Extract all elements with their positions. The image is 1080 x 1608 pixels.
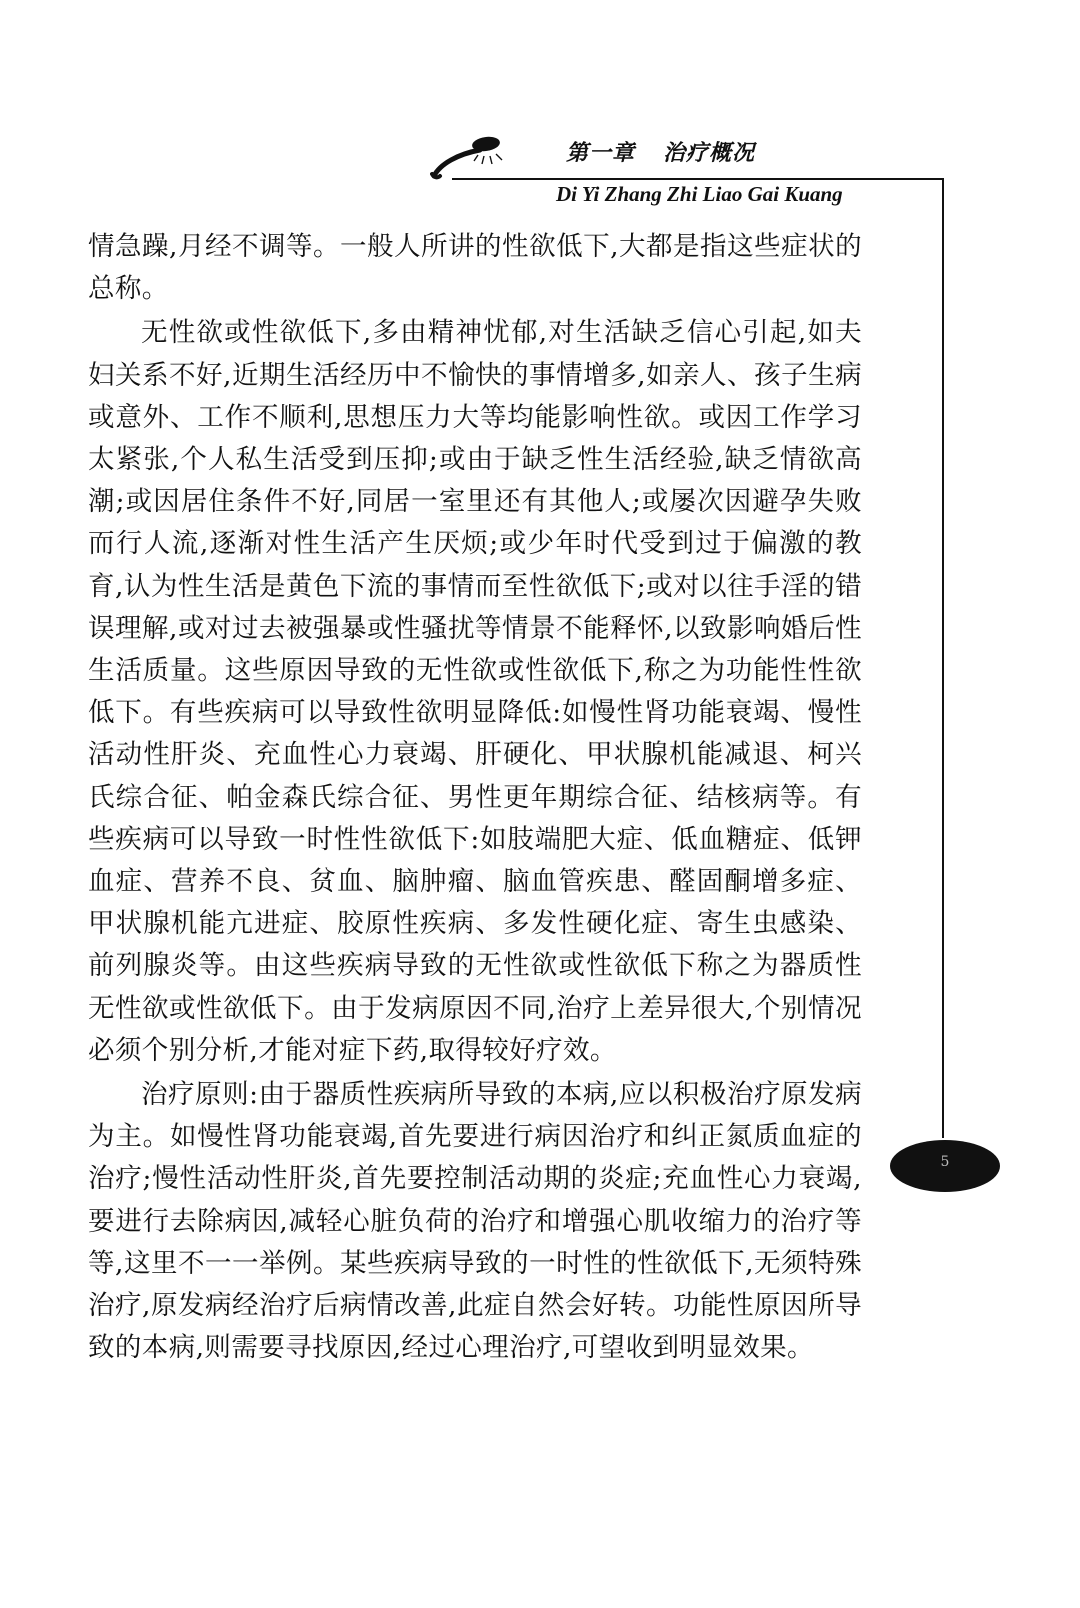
page-number: 5 [940,1154,950,1170]
margin-rule [942,178,944,1138]
paragraph: 治疗原则:由于器质性疾病所导致的本病,应以积极治疗原发病为主。如慢性肾功能衰竭,首先要进行病因治疗和纠正氮质血症的治疗;慢性活动性肝炎,首先要控制活动期的炎症;充血性心力衰竭,要进行去除病因,减轻心脏负荷的治疗和增强心肌收缩力的治疗等等,这里不一一举例。某些疾病导致的一时性的性欲低下,无须特殊治疗,原发病经治疗后病情改善,此症自然会好转。功能性原因所导致的本病,则需要寻找原因,经过心理治疗,可望收到明显效果。 [88,1079,862,1364]
chapter-heading [566,136,755,167]
chapter-title: 治疗概况 [663,141,756,166]
paragraph: 无性欲或性欲低下,多由精神忧郁,对生活缺乏信心引起,如夫妇关系不好,近期生活经历中不愉快的事情增多,如亲人、孩子生病或意外、工作不顺利,思想压力大等均能影响性欲。或因工作学习太紧张,个人私生活受到压抑;或由于缺乏性生活经验,缺乏情欲高潮;或因居住条件不好,同居一室里还有其他人;或屡次因避孕失败而行人流,逐渐对性生活产生厌烦;或少年时代受到过于偏激的教育,认为性生活是黄色下流的事情而至性欲低下;或对以往手淫的错误理解,或对过去被强暴或性骚扰等情景不能释怀,以致影响婚后性生活质量。这些原因导致的无性欲或性欲低下,称之为功能性性欲低下。有些疾病可以导致性欲明显降低:如慢性肾功能衰竭、慢性活动性肝炎、充血性心力衰竭、肝硬化、甲状腺机能减退、柯兴氏综合征、帕金森氏综合征、男性更年期综合征、结核病等。有些疾病可以导致一时性性欲低下:如肢端肥大症、低血糖症、低钾血症、营养不良、贫血、脑肿瘤、脑血管疾患、醛固酮增多症、甲状腺机能亢进症、胶原性疾病、多发性硬化症、寄生虫感染、前列腺炎等。由这些疾病导致的无性欲或性欲低下称之为器质性无性欲或性欲低下。由于发病原因不同,治疗上差异很大,个别情况必须个别分析,才能对症下药,取得较好疗效。 [88,317,862,1066]
lamp-icon [430,126,530,182]
paragraph: 情急躁,月经不调等。一般人所讲的性欲低下,大都是指这些症状的总称。 [88,231,862,305]
chapter-pinyin: Di Yi Zhang Zhi Liao Gai Kuang [556,182,843,206]
header-rule [452,178,944,180]
body-text [88,226,862,1369]
page-tab [890,1140,1000,1192]
chapter-number: 第一章 [566,141,636,166]
